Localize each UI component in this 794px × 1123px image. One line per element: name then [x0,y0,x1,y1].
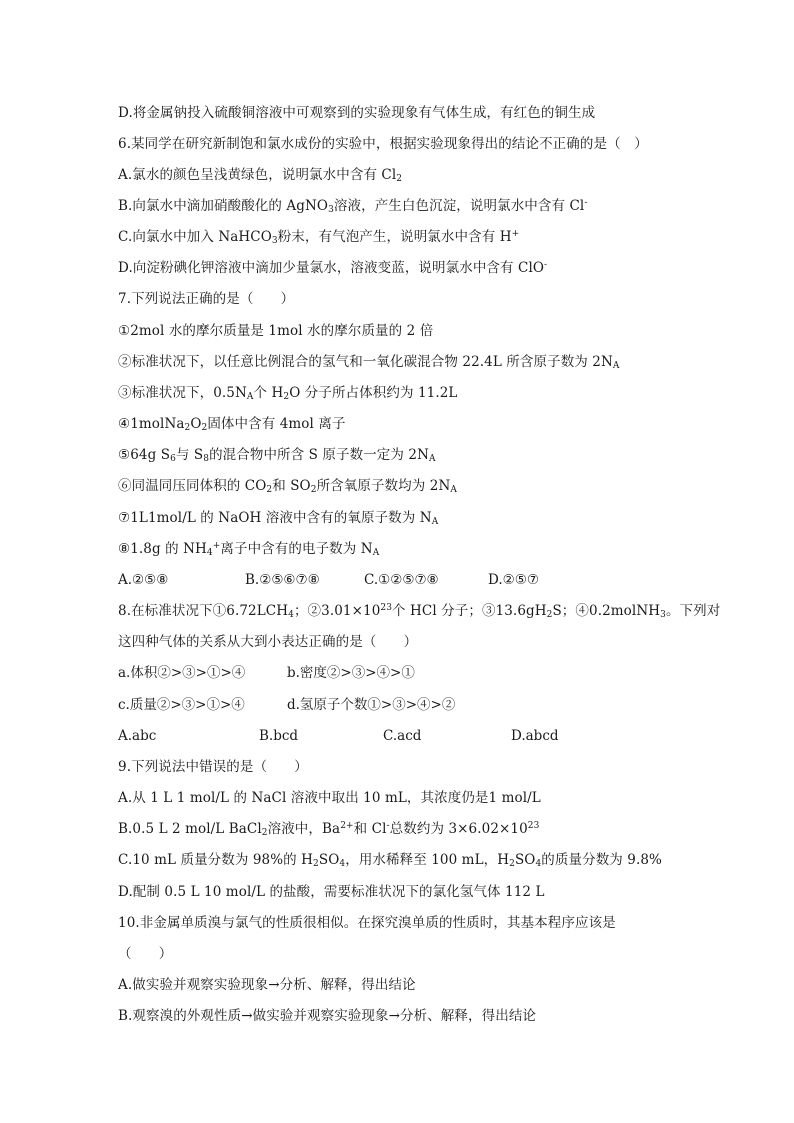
q8-stem-continued: 这四种气体的关系从大到小表达正确的是（ ） [118,634,418,650]
q6-option-c: C.向氯水中加入 NaHCO$_3$粉末，有气泡产生，说明氯水中含有 H+ [118,229,520,246]
q8-statement-c: c.质量②>③>①>④ [118,697,245,713]
q7-choice-c: C.①②⑤⑦⑧ [364,572,439,588]
q6-option-b: B.向氯水中滴加硝酸酸化的 AgNO$_3$溶液，产生白色沉淀，说明氯水中含有 Cl- [118,198,588,215]
q7-choice-a: A.②⑤⑧ [118,572,169,588]
q8-choice-b: B.bcd [259,728,299,744]
q6-stem: 6.某同学在研究新制饱和氯水成份的实验中，根据实验现象得出的结论不正确的是（ ） [118,136,648,152]
q7-choice-b: B.②⑤⑥⑦⑧ [245,572,320,588]
q8-choice-a: A.abc [118,728,157,744]
q9-option-d: D.配制 0.5 L 10 mol/L 的盐酸，需要标准状况下的氯化氢气体 112 L [118,884,545,900]
q7-statement-1: ①2mol 水的摩尔质量是 1mol 水的摩尔质量的 2 倍 [118,323,434,339]
q8-statement-d: d.氢原子个数①>③>④>② [287,697,456,713]
q7-statement-7: ⑦1L1mol/L 的 NaOH 溶液中含有的氧原子数为 $N_A$ [118,510,439,527]
q8-statement-b: b.密度②>③>④>① [287,665,415,681]
q8-stem: 8.在标准状况下$①6.72LCH_4$；$②3.01\times 10^{23}$个 HCl 分子；$③13.6gH_2S$；④0.2molNH$_3$。下列对 [118,603,721,620]
q7-statement-3: ③标准状况下，$0.5N_A$个 $H_2O$ 分子所占体积约为 11.2L [118,385,458,402]
q10-stem: 10.非金属单质溴与氯气的性质很相似。在探究溴单质的性质时，其基本程序应该是 [118,915,616,931]
q9-option-a: A.从 1 L 1 mol/L 的 NaCl 溶液中取出 10 mL，其浓度仍是1 mol/L [118,790,541,806]
q8-choice-d: D.abcd [511,728,559,744]
q7-stem: 7.下列说法正确的是（ ） [118,291,295,307]
q9-stem: 9.下列说法中错误的是（ ） [118,759,308,775]
q5-option-d: D.将金属钠投入硫酸铜溶液中可观察到的实验现象有气体生成，有红色的铜生成 [118,105,596,121]
q8-statement-a: a.体积②>③>①>④ [118,665,246,681]
q9-option-c: C.10 mL 质量分数为 98%的 $H_2SO_4$，用水稀释至 100 mL，$H_2SO_4$的质量分数为 9.8% [118,852,662,869]
q7-statement-5: ⑤64g $S_6$与 $S_8$的混合物中所含 S 原子数一定为 $2N_A$ [118,447,436,464]
q7-statement-4: $④1molNa_2O_2$固体中含有 4mol 离子 [118,416,346,433]
q8-choice-c: C.acd [383,728,422,744]
q10-option-a: A.做实验并观察实验现象→分析、解释，得出结论 [118,977,416,993]
q7-statement-6: ⑥同温同压同体积的 $CO_2$和 $SO_2$所含氧原子数均为 $2N_A$ [118,478,457,495]
q7-statement-2: ②标准状况下，以任意比例混合的氢气和一氧化碳混合物 22.4L 所含原子数为 $2N_A$ [118,354,620,371]
q7-statement-8: ⑧1.8g 的 $NH_4^+$离子中含有的电子数为 $N_A$ [118,541,380,558]
q10-option-b: B.观察溴的外观性质→做实验并观察实验现象→分析、解释，得出结论 [118,1008,537,1024]
q6-option-d: D.向淀粉碘化钾溶液中滴加少量氯水，溶液变蓝，说明氯水中含有 ClO- [118,260,548,276]
q9-option-b: B.0.5 L 2 mol/L BaCl$_2$溶液中，$Ba^{2+}$和 Cl-总数约为 $3\times 6.02\times 10^{23}$ [118,821,540,838]
q7-choice-d: D.②⑤⑦ [488,572,539,588]
q6-option-a: A.氯水的颜色呈浅黄绿色，说明氯水中含有 $Cl_2$ [118,167,403,184]
q10-answer-blank: （ ） [118,946,173,962]
